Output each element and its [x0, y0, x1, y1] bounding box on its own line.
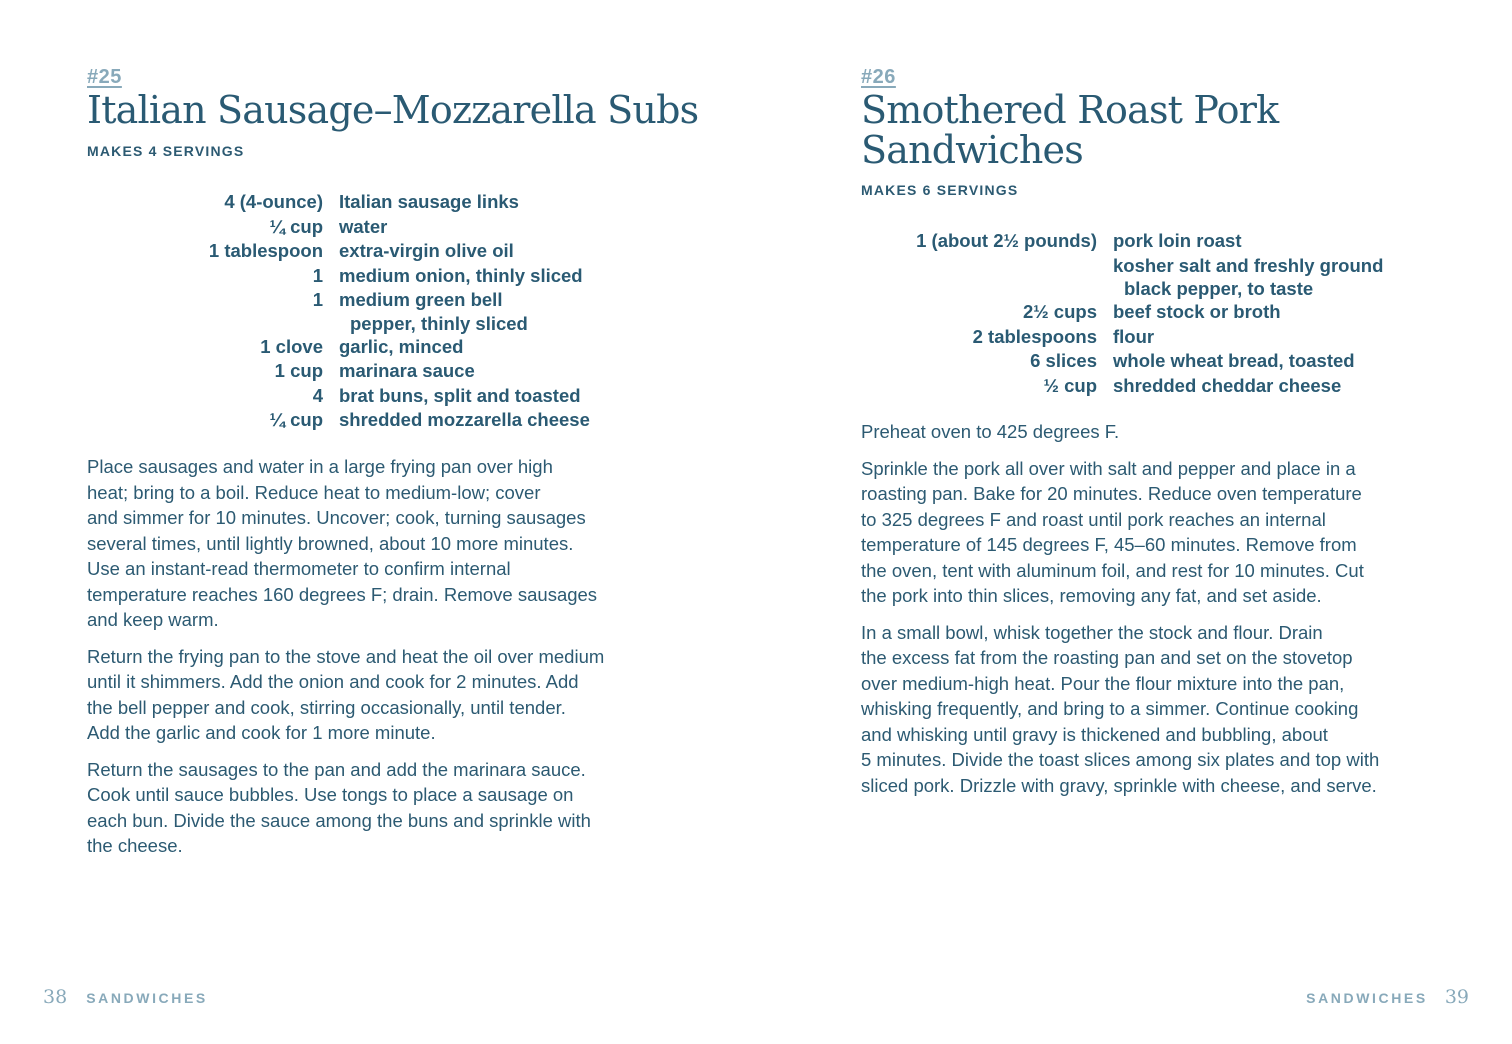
- left-page-footer: [43, 986, 208, 1014]
- recipe-title-line: Sandwiches: [861, 128, 1083, 172]
- left-page: [87, 0, 699, 1044]
- recipe-number: #26: [861, 66, 896, 88]
- ingredient-amount: 1 tablespoon: [208, 240, 323, 261]
- directions: [87, 454, 659, 870]
- recipe-number: #25: [87, 66, 122, 88]
- ingredient-item-text: kosher salt and freshly ground: [1113, 254, 1384, 276]
- servings-label: MAKES 4 SERVINGS: [87, 143, 245, 159]
- ingredient-amount: 1: [312, 289, 323, 310]
- direction-paragraph: Preheat oven to 425 degrees F.: [861, 421, 1120, 442]
- ingredient-row: [87, 190, 590, 215]
- page-number: 38: [43, 986, 68, 1008]
- ingredient-row: [861, 229, 1383, 254]
- ingredient-amount: 6 slices: [1030, 350, 1097, 371]
- ingredient-amount: 4: [312, 384, 323, 406]
- ingredient-row: [861, 254, 1383, 301]
- servings-label: MAKES 6 SERVINGS: [861, 182, 1019, 198]
- direction-paragraph: Return the frying pan to the stove and heat the oil over medium until it shimmers. Add the onion and cook for 2 minutes. Add the bell pepper and cook, stirring occasionally, until tender. Add the garlic and cook for 1 more minute.: [87, 645, 605, 743]
- ingredients-list: [861, 229, 1383, 398]
- ingredient-amount: [861, 254, 1113, 301]
- ingredient-amount: ½ cup: [1043, 374, 1097, 396]
- recipe-title-line: Smothered Roast Pork: [861, 88, 1279, 132]
- ingredient-item: [339, 288, 590, 335]
- ingredient-row: [87, 215, 590, 240]
- ingredient-item: whole wheat bread, toasted: [1113, 350, 1355, 371]
- ingredient-amount: 2½ cups: [1022, 301, 1097, 322]
- recipe-title: [861, 90, 1278, 170]
- ingredient-item: [1113, 254, 1383, 301]
- section-name: SANDWICHES: [86, 990, 208, 1006]
- ingredient-item: medium onion, thinly sliced: [339, 264, 583, 286]
- ingredient-row: [87, 359, 590, 384]
- ingredient-amount: 1 (about 2½ pounds): [916, 230, 1097, 251]
- ingredient-row: [87, 239, 590, 264]
- direction-paragraph: Return the sausages to the pan and add the marinara sauce. Cook until sauce bubbles. Use tongs to place a sausage on each bun. Divide the sauce among the buns and sprinkle with the cheese.: [87, 758, 591, 856]
- section-name: SANDWICHES: [1306, 990, 1428, 1006]
- ingredient-item: marinara sauce: [339, 360, 475, 381]
- ingredient-item: pork loin roast: [1113, 230, 1242, 251]
- ingredient-amount: ¼ cup: [269, 215, 323, 237]
- ingredient-item: beef stock or broth: [1113, 301, 1281, 322]
- direction-paragraph: Place sausages and water in a large frying pan over high heat; bring to a boil. Reduce heat to medium-low; cover and simmer for 10 minutes. Uncover; cook, turning sausages several times, until lightly browned, about 10 more minutes. Use an instant-read thermometer to confirm internal temperature reaches 160 degrees F; drain. Remove sausages and keep warm.: [87, 456, 598, 630]
- right-page: [861, 0, 1441, 1044]
- ingredient-row: [861, 349, 1383, 374]
- ingredient-amount: 1 clove: [260, 335, 323, 357]
- direction-paragraph: Sprinkle the pork all over with salt and pepper and place in a roasting pan. Bake for 20 minutes. Reduce oven temperature to 325 degrees F and roast until pork reaches an internal temperature of 145 degrees F, 45–60 minutes. Remove from the oven, tent with aluminum foil, and rest for 10 minutes. Cut the pork into thin slices, removing any fat, and set aside.: [861, 457, 1364, 606]
- ingredient-item-continuation: black pepper, to taste: [1124, 278, 1314, 299]
- ingredient-amount: 1 cup: [274, 360, 323, 381]
- ingredient-item: shredded cheddar cheese: [1113, 374, 1342, 396]
- ingredient-item: garlic, minced: [339, 335, 464, 357]
- ingredient-item-text: medium green bell: [339, 289, 503, 310]
- ingredient-row: [87, 335, 590, 360]
- ingredient-item: shredded mozzarella cheese: [339, 409, 590, 430]
- ingredient-item: brat buns, split and toasted: [339, 384, 581, 406]
- ingredient-amount: 1: [312, 264, 323, 286]
- right-page-footer: [1306, 986, 1469, 1014]
- ingredient-item: flour: [1113, 325, 1155, 347]
- ingredients-list: [87, 190, 590, 433]
- ingredient-row: [87, 288, 590, 335]
- ingredient-item-continuation: pepper, thinly sliced: [350, 312, 528, 334]
- ingredient-row: [87, 384, 590, 409]
- ingredient-item: extra-virgin olive oil: [339, 240, 514, 261]
- ingredient-row: [87, 264, 590, 289]
- ingredient-row: [861, 374, 1383, 399]
- page-number: 39: [1444, 986, 1469, 1008]
- ingredient-amount: 4 (4-ounce): [224, 191, 323, 212]
- direction-paragraph: In a small bowl, whisk together the stock and flour. Drain the excess fat from the roasting pan and set on the stovetop over medium-high heat. Pour the flour mixture into the pan, whisking frequently, and bring to a simmer. Continue cooking and whisking until gravy is thickened and bubbling, about 5 minutes. Divide the toast slices among six plates and top with sliced pork. Drizzle with gravy, sprinkle with cheese, and serve.: [861, 621, 1380, 796]
- ingredient-row: [861, 325, 1383, 350]
- ingredient-row: [861, 300, 1383, 325]
- ingredient-amount: ¼ cup: [269, 409, 323, 430]
- ingredient-row: [87, 408, 590, 433]
- ingredient-amount: 2 tablespoons: [972, 325, 1097, 347]
- recipe-title: Italian Sausage–Mozzarella Subs: [87, 88, 699, 132]
- ingredient-item: Italian sausage links: [339, 191, 519, 212]
- directions: [861, 419, 1433, 809]
- ingredient-item: water: [339, 215, 388, 237]
